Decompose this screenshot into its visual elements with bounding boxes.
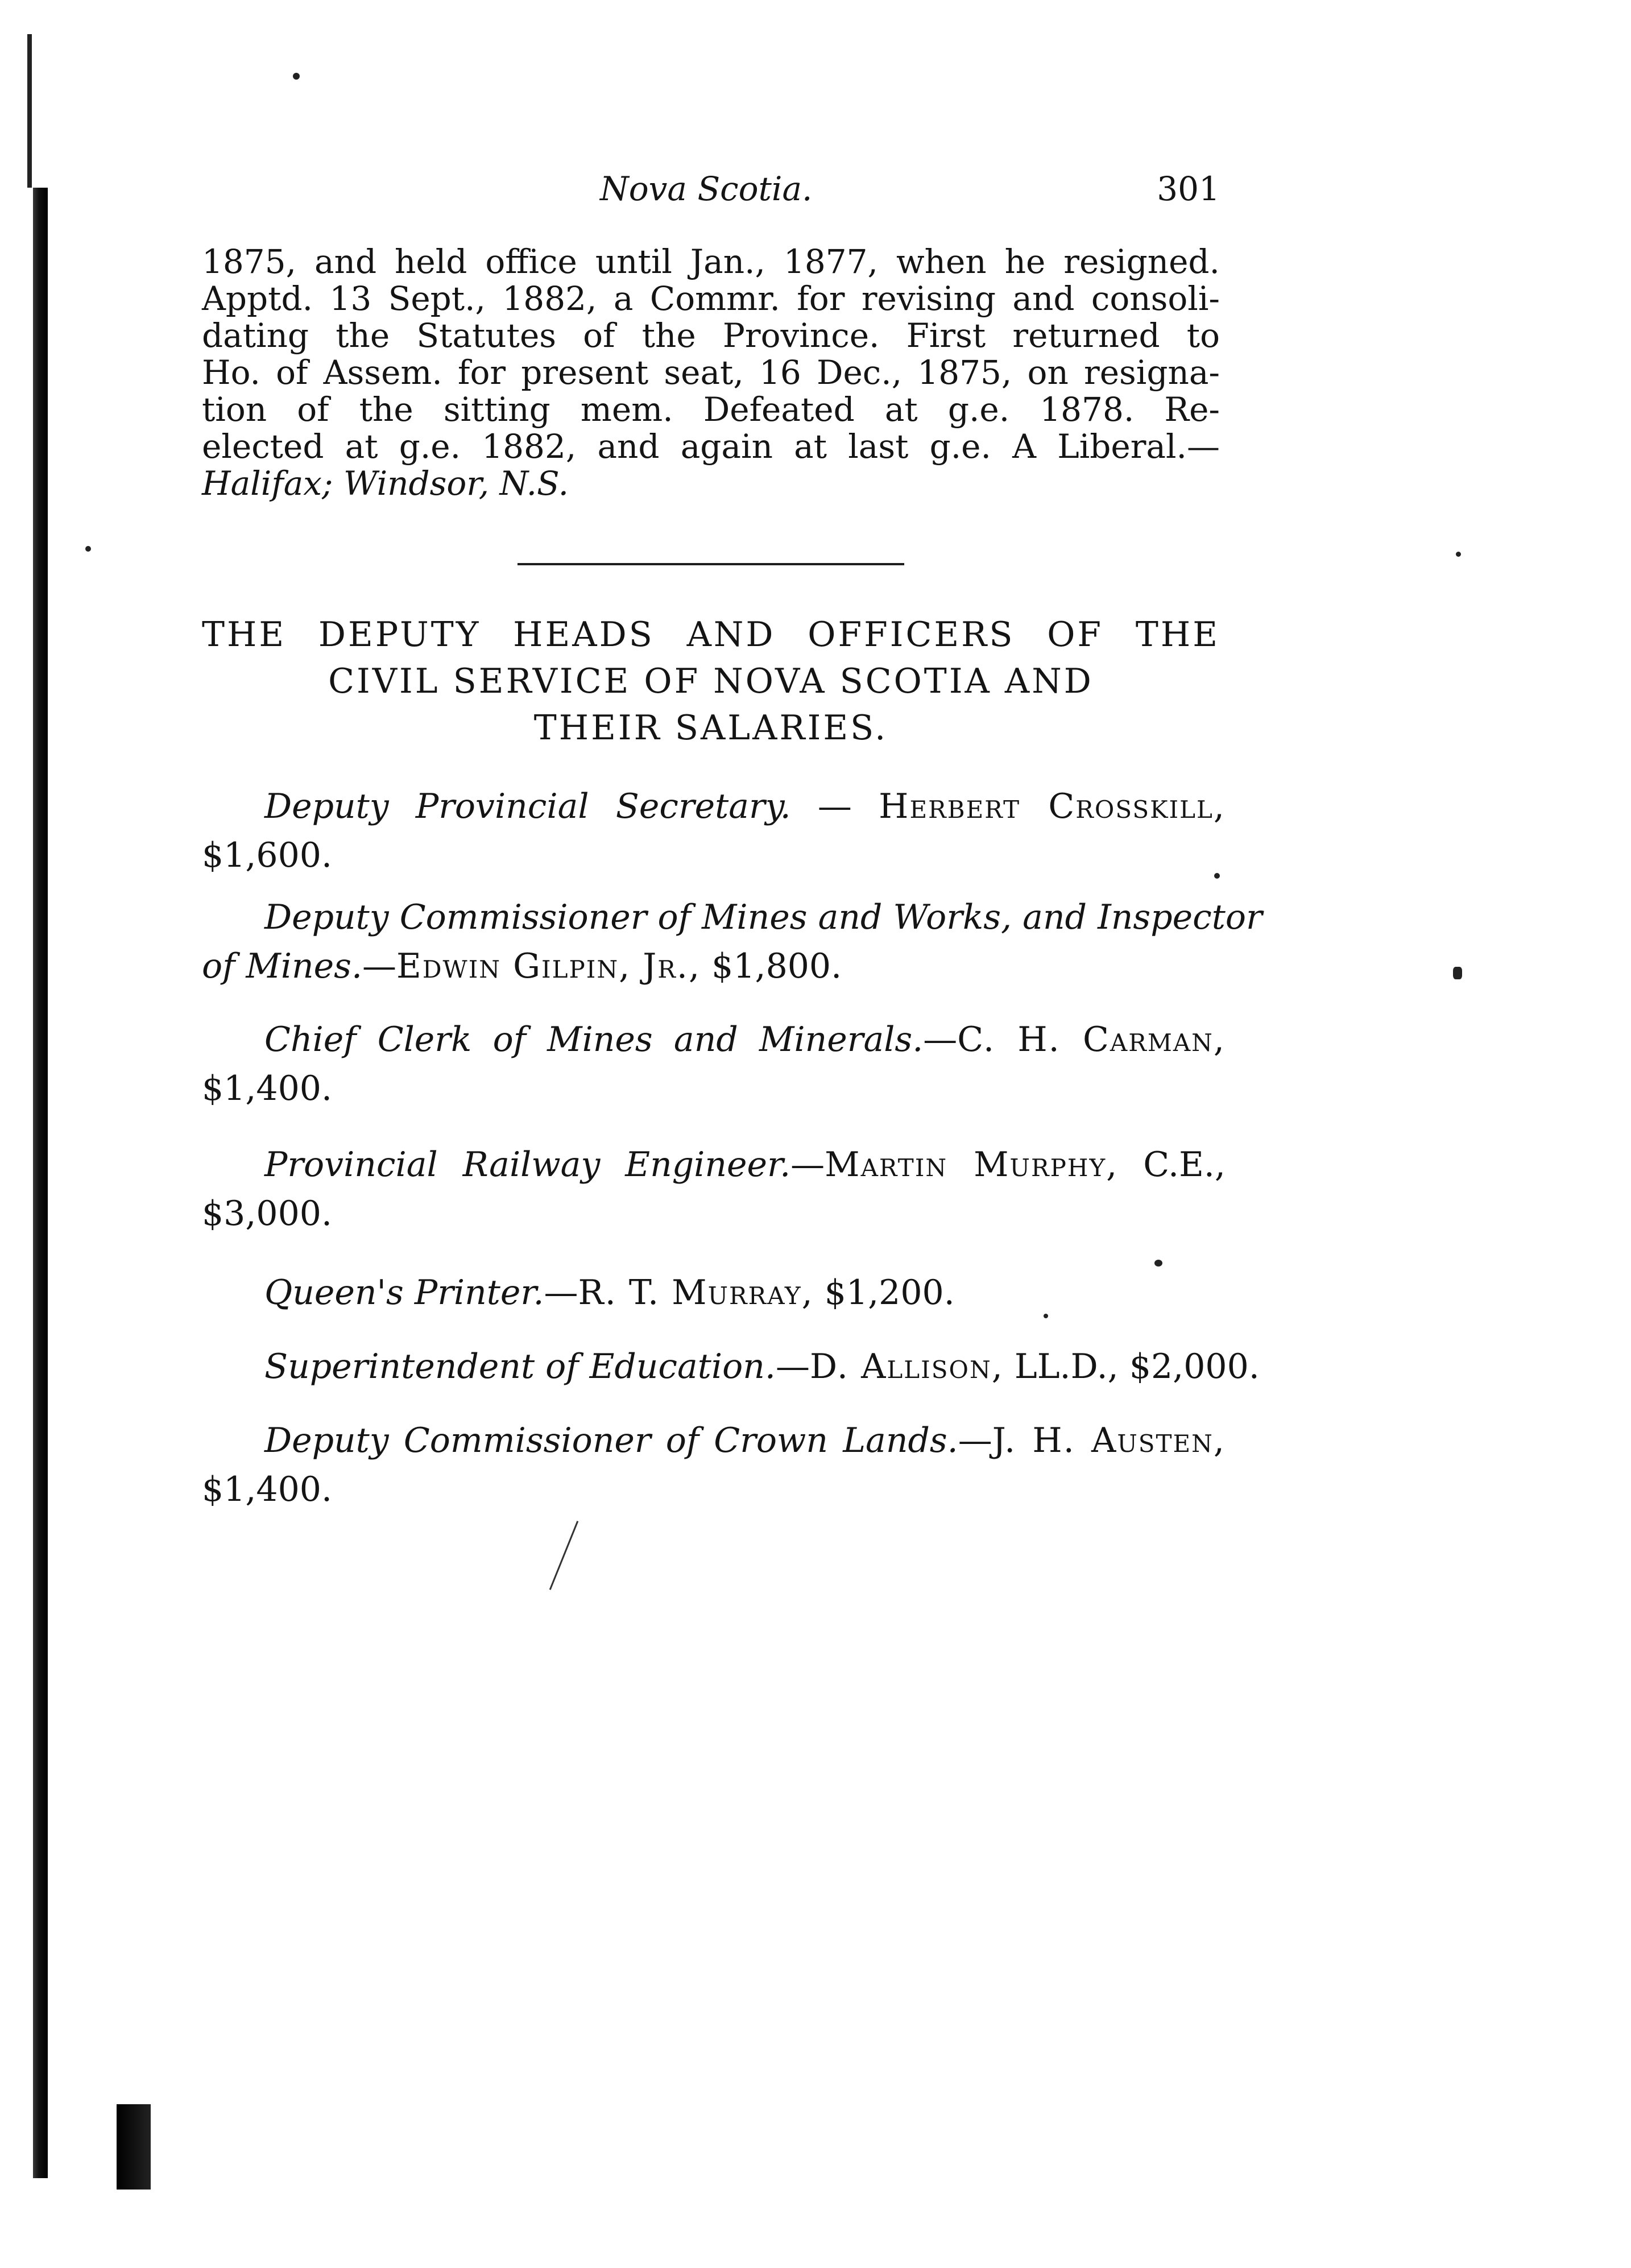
officer-salary: LL.D., $2,000. [1003, 1347, 1260, 1387]
separator: — [790, 1145, 825, 1185]
officer-title: Queen's Printer. [264, 1273, 544, 1313]
officer-credential: C.E., [1118, 1145, 1226, 1185]
officer-title: Superintendent of Education. [264, 1347, 776, 1387]
text-line: Ho. of Assem. for present seat, 16 Dec., 1875, on resigna- [202, 353, 1220, 392]
officer-salary: $1,600. [202, 835, 333, 875]
officer-entry [202, 893, 1262, 991]
text-line: elected at g.e. 1882, and again at last g.e. A Liberal.— [202, 427, 1220, 466]
scan-speck [293, 73, 300, 80]
officer-title: Deputy Commissioner of Mines and Works, and Inspector [264, 897, 1262, 937]
separator: — [790, 787, 879, 826]
separator: — [544, 1273, 578, 1313]
officer-title: Chief Clerk of Mines and Minerals. [264, 1020, 924, 1059]
section-divider [518, 563, 904, 565]
entry-line [202, 942, 1226, 991]
officer-name: C. H. Carman, [957, 1020, 1226, 1059]
text-line: dating the Statutes of the Province. First returned to [202, 316, 1220, 355]
text-line: 1875, and held office until Jan., 1877, when he resigned. [202, 242, 1220, 281]
officer-entry [202, 1268, 1226, 1317]
officer-title: Deputy Commissioner of Crown Lands. [264, 1421, 958, 1460]
officer-entry [202, 782, 1226, 880]
scan-speck [85, 546, 91, 552]
officer-title: Deputy Provincial Secretary. [264, 787, 791, 826]
scan-speck [1456, 552, 1461, 557]
section-heading [202, 611, 1220, 751]
text-line: Halifax; Windsor, N.S. [202, 464, 569, 503]
officer-salary: $3,000. [202, 1194, 333, 1234]
entry-line [202, 1015, 1226, 1064]
scan-speck [1453, 967, 1462, 979]
officer-name: R. T. Murray, [578, 1273, 814, 1313]
officer-name: Edwin Gilpin, Jr., [396, 946, 701, 986]
officer-name: D. Allison, [809, 1347, 1004, 1387]
officer-name: Herbert Crosskill, [879, 787, 1226, 826]
officer-salary: $1,800. [701, 946, 842, 986]
heading-line: THEIR SALARIES. [533, 708, 888, 748]
heading-line: CIVIL SERVICE OF NOVA SCOTIA AND [328, 661, 1094, 701]
binding-edge-top [27, 34, 32, 188]
intro-paragraph [202, 243, 1220, 502]
separator: — [923, 1020, 958, 1059]
entry-line [202, 782, 1226, 831]
officer-salary: $1,400. [202, 1069, 333, 1108]
entry-line [202, 1140, 1226, 1189]
page-number: 301 [1157, 169, 1220, 208]
binding-edge [33, 188, 48, 2178]
officer-entry [202, 1015, 1226, 1113]
separator: — [775, 1347, 810, 1387]
officer-name: J. H. Austen, [992, 1421, 1226, 1460]
officer-salary: $1,200. [813, 1273, 955, 1313]
officer-title-cont: of Mines. [202, 946, 363, 986]
heading-line: THE DEPUTY HEADS AND OFFICERS OF THE [202, 615, 1220, 655]
entry-line [202, 1342, 1260, 1391]
scan-speck [1154, 1260, 1162, 1267]
officer-entry [202, 1416, 1226, 1514]
text-line: Apptd. 13 Sept., 1882, a Commr. for revising and consoli- [202, 279, 1220, 318]
text-line: tion of the sitting mem. Defeated at g.e. 1878. Re- [202, 390, 1220, 429]
pencil-mark [549, 1521, 578, 1590]
officer-entry [202, 1140, 1226, 1238]
entry-line [202, 1416, 1226, 1465]
binding-edge-bottom [117, 2104, 151, 2190]
officer-title: Provincial Railway Engineer. [264, 1145, 791, 1185]
separator: — [362, 946, 397, 986]
running-head: Nova Scotia. [600, 169, 813, 208]
entry-line [202, 1268, 1226, 1317]
officer-salary: $1,400. [202, 1470, 333, 1509]
page-header [202, 169, 1220, 215]
separator: — [958, 1421, 992, 1460]
officer-entry [202, 1342, 1260, 1391]
officer-name: Martin Murphy, [825, 1145, 1119, 1185]
